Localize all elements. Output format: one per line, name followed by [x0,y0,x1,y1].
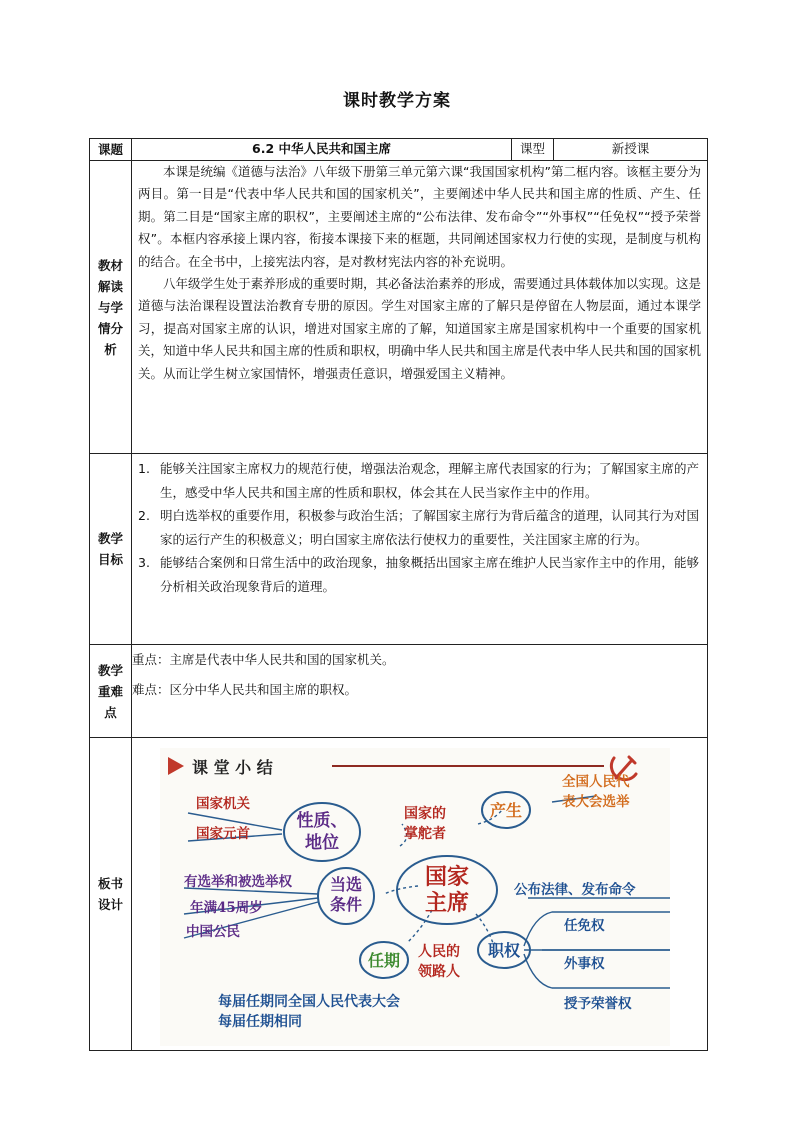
difficult-point: 难点：区分中华人民共和国主席的职权。 [132,682,358,697]
condition-item: 有选举和被选举权 [184,874,292,890]
board-design-cell [132,738,708,1051]
type-label: 课型 [512,139,554,161]
goals-content [132,454,708,645]
produce-label: 产生 [489,801,523,820]
board-label-line: 设计 [97,897,123,912]
powers-label: 职权 [487,941,521,960]
keypoints-label-line: 点 [104,704,117,720]
board-label [90,738,132,1051]
term-item: 每届任期同全国人民代表大会 [218,994,400,1010]
goal-number: 1. [138,461,150,476]
goal-item [138,504,699,551]
lesson-plan-table [89,138,708,1051]
analysis-content [132,161,708,454]
nature-item: 国家机关 [196,796,250,812]
analysis-paragraph: 本课是统编《道德与法治》八年级下册第三单元第六课“我国国家机构”第二框内容。该框主要分为两目。第一目是“代表中华人民共和国的国家机关”，主要阐述中华人民共和国主席的性质、产生、任期。第二目是“国家主席的职权”，主要阐述主席的“公布法律、发布命令”“外事权”“任免权”“授予荣誉权”。本框内容承接上课内容，衔接本课接下来的框题，共同阐述国家权力行使的实现，是制度与机构的结合。在全书中，上接宪法内容，是对教材宪法内容的补充说明。 [138,164,701,269]
topic-label: 课题 [90,139,132,161]
goal-text: 能够关注国家主席权力的规范行使，增强法治观念，理解主席代表国家的行为；了解国家主席的产生，感受中华人民共和国主席的性质和职权，体会其在人民当家作主中的作用。 [160,461,699,500]
keypoints-row [90,645,708,738]
board-row [90,738,708,1051]
produce-item: 表大会选举 [562,794,630,810]
center-line: 国家 [424,864,470,890]
term-label: 任期 [367,951,401,970]
produce-item: 全国人民代 [562,774,630,790]
header-row [90,139,708,161]
analysis-paragraph: 八年级学生处于素养形成的重要时期，其必备法治素养的形成，需要通过具体载体加以实现。这是道德与法治课程设置法治教育专册的原因。学生对国家主席的了解只是停留在人物层面，通过本课学习，提高对国家主席的认识，增进对国家主席的了解，知道国家主席是国家机构中一个重要的国家机关，知道中华人民共和国主席的性质和职权，明确中华人民共和国主席是代表中华人民共和国的国家机关。从而让学生树立家国情怀，增强责任意识，增强爱国主义精神。 [138,276,701,381]
topic-value: 6.2 中华人民共和国主席 [132,139,512,161]
leader-line: 人民的 [418,944,460,960]
keypoints-label-line: 重难 [97,683,123,699]
goals-label-line: 教学 [97,531,123,546]
helmsman-line: 国家的 [404,806,446,822]
goal-item [138,551,699,598]
analysis-label-line: 与学 [97,299,123,315]
nature-item: 国家元首 [196,826,250,842]
analysis-label-line: 情分 [97,320,123,336]
analysis-row [90,161,708,454]
goals-list [132,454,707,598]
board-label-line: 板书 [97,876,123,891]
condition-item: 年满45周岁 [190,900,263,916]
powers-top-item: 公布法律、发布命令 [514,882,636,898]
powers-item: 外事权 [564,956,605,972]
keypoints-label [90,645,132,738]
goal-number: 2. [138,508,150,523]
goals-label [90,454,132,645]
goals-row [90,454,708,645]
analysis-label-line: 解读 [97,278,123,294]
keypoints-label-line: 教学 [97,662,123,678]
mind-map [132,738,708,1050]
goal-number: 3. [138,555,150,570]
keypoints-content [132,645,708,738]
center-line: 主席 [424,890,470,916]
helmsman-line: 掌舵者 [404,826,446,842]
type-value: 新授课 [554,139,708,161]
term-item: 每届任期相同 [218,1014,302,1030]
key-point: 重点：主席是代表中华人民共和国的国家机关。 [132,652,395,667]
powers-item: 授予荣誉权 [564,996,632,1012]
condition-line: 条件 [329,895,363,914]
powers-item: 任免权 [564,918,605,934]
page-title: 课时教学方案 [343,91,451,111]
leader-line: 领路人 [418,964,460,980]
goals-label-line: 目标 [97,552,123,567]
nature-line: 性质、 [296,811,348,831]
condition-line: 当选 [329,875,363,894]
goal-text: 能够结合案例和日常生活中的政治现象，抽象概括出国家主席在维护人民当家作主中的作用，能够分析相关政治现象背后的道理。 [160,555,699,594]
analysis-label [90,161,132,454]
condition-item: 中国公民 [186,924,240,940]
goal-text: 明白选举权的重要作用，积极参与政治生活；了解国家主席行为背后蕴含的道理，认同其行为对国家的运行产生的积极意义；明白国家主席依法行使权力的重要性，关注国家主席的行为。 [160,508,699,547]
analysis-label-line: 教材 [97,257,123,273]
board-heading: 课 堂 小 结 [192,758,273,777]
analysis-label-line: 析 [104,341,117,357]
goal-item [138,457,699,504]
nature-line: 地位 [305,833,339,853]
